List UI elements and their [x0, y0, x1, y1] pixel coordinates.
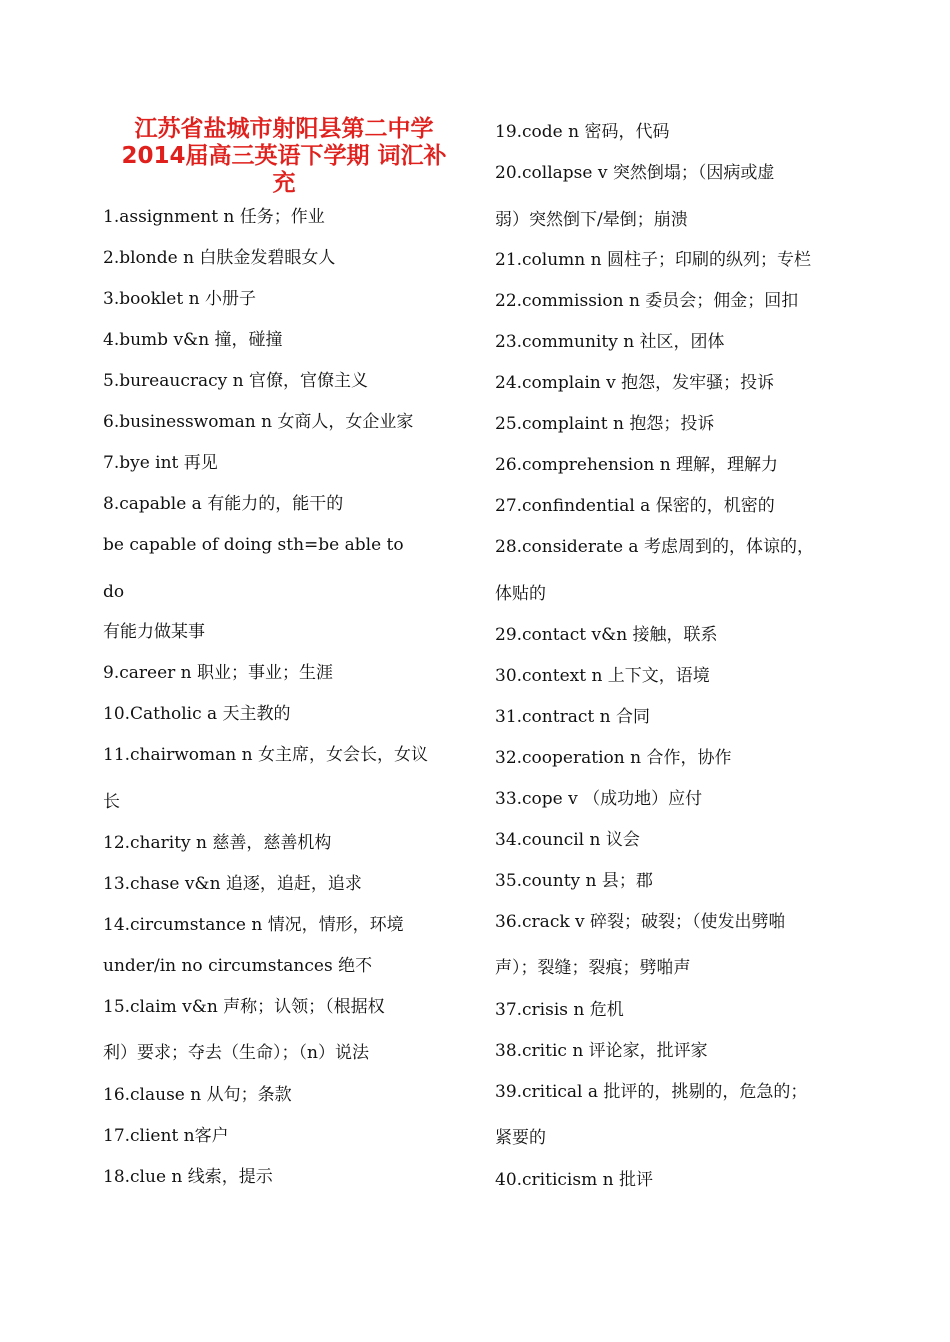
- vocab-line: 有能力做某事: [103, 622, 205, 642]
- vocab-line: 9.career n 职业；事业；生涯: [103, 663, 334, 683]
- vocab-line: 23.community n 社区，团体: [495, 332, 725, 352]
- vocab-line: 声）；裂缝；裂痕；劈啪声: [495, 958, 691, 978]
- title-line-2: 2014届高三英语下学期 词汇补: [121, 143, 447, 169]
- vocab-line: 4.bumb v&n 撞，碰撞: [103, 330, 283, 350]
- vocab-line: 利）要求；夺去（生命）；（n）说法: [103, 1043, 369, 1063]
- vocab-line: 24.complain v 抱怨，发牢骚；投诉: [495, 373, 775, 393]
- vocab-line: 21.column n 圆柱子；印刷的纵列；专栏: [495, 250, 812, 270]
- vocab-line: 5.bureaucracy n 官僚，官僚主义: [103, 371, 368, 391]
- vocab-line: 10.Catholic a 天主教的: [103, 704, 291, 724]
- vocab-line: 33.cope v （成功地）应付: [495, 789, 703, 809]
- vocab-line: 19.code n 密码，代码: [495, 122, 670, 142]
- vocab-line: 8.capable a 有能力的，能干的: [103, 494, 344, 514]
- vocab-line: 3.booklet n 小册子: [103, 289, 256, 309]
- vocab-line: 13.chase v&n 追逐，追赶，追求: [103, 874, 362, 894]
- vocab-line: 7.bye int 再见: [103, 453, 218, 473]
- vocab-line: 34.council n 议会: [495, 830, 640, 850]
- vocab-line: 29.contact v&n 接触，联系: [495, 625, 718, 645]
- vocab-line: 17.client n客户: [103, 1126, 229, 1146]
- vocab-line: 32.cooperation n 合作，协作: [495, 748, 732, 768]
- vocab-line: 25.complaint n 抱怨；投诉: [495, 414, 715, 434]
- vocab-line: under/in no circumstances 绝不: [103, 956, 373, 976]
- vocab-line: 31.contract n 合同: [495, 707, 650, 727]
- vocab-line: 27.confindential a 保密的，机密的: [495, 496, 775, 516]
- vocab-line: do: [103, 582, 125, 602]
- title-line-3: 充: [272, 170, 296, 196]
- vocab-line: 2.blonde n 白肤金发碧眼女人: [103, 248, 336, 268]
- vocab-line: 26.comprehension n 理解，理解力: [495, 455, 779, 475]
- vocab-line: 40.criticism n 批评: [495, 1170, 653, 1190]
- vocab-line: be capable of doing sth=be able to: [103, 535, 404, 555]
- vocab-line: 弱）突然倒下/晕倒；崩溃: [495, 210, 688, 230]
- vocab-line: 20.collapse v 突然倒塌；（因病或虚: [495, 163, 775, 183]
- vocab-line: 紧要的: [495, 1128, 546, 1148]
- vocab-line: 28.considerate a 考虑周到的，体谅的，: [495, 537, 814, 557]
- vocab-line: 长: [103, 792, 120, 812]
- vocab-line: 36.crack v 碎裂；破裂；（使发出劈啪: [495, 912, 786, 932]
- title-line-1: 江苏省盐城市射阳县第二中学: [134, 116, 434, 142]
- vocab-line: 18.clue n 线索，提示: [103, 1167, 273, 1187]
- vocab-line: 39.critical a 批评的，挑剔的，危急的；: [495, 1082, 808, 1102]
- vocab-line: 15.claim v&n 声称；认领；（根据权: [103, 997, 385, 1017]
- vocab-line: 30.context n 上下文，语境: [495, 666, 710, 686]
- vocab-line: 14.circumstance n 情况，情形，环境: [103, 915, 404, 935]
- vocab-line: 16.clause n 从句；条款: [103, 1085, 292, 1105]
- document-title: [103, 116, 465, 197]
- vocab-line: 1.assignment n 任务；作业: [103, 207, 325, 227]
- vocab-line: 12.charity n 慈善，慈善机构: [103, 833, 332, 853]
- vocab-line: 22.commission n 委员会；佣金；回扣: [495, 291, 799, 311]
- vocab-line: 35.county n 县；郡: [495, 871, 653, 891]
- vocab-line: 11.chairwoman n 女主席，女会长，女议: [103, 745, 428, 765]
- vocab-line: 38.critic n 评论家，批评家: [495, 1041, 708, 1061]
- vocab-line: 体贴的: [495, 584, 546, 604]
- vocab-line: 6.businesswoman n 女商人，女企业家: [103, 412, 414, 432]
- vocab-line: 37.crisis n 危机: [495, 1000, 624, 1020]
